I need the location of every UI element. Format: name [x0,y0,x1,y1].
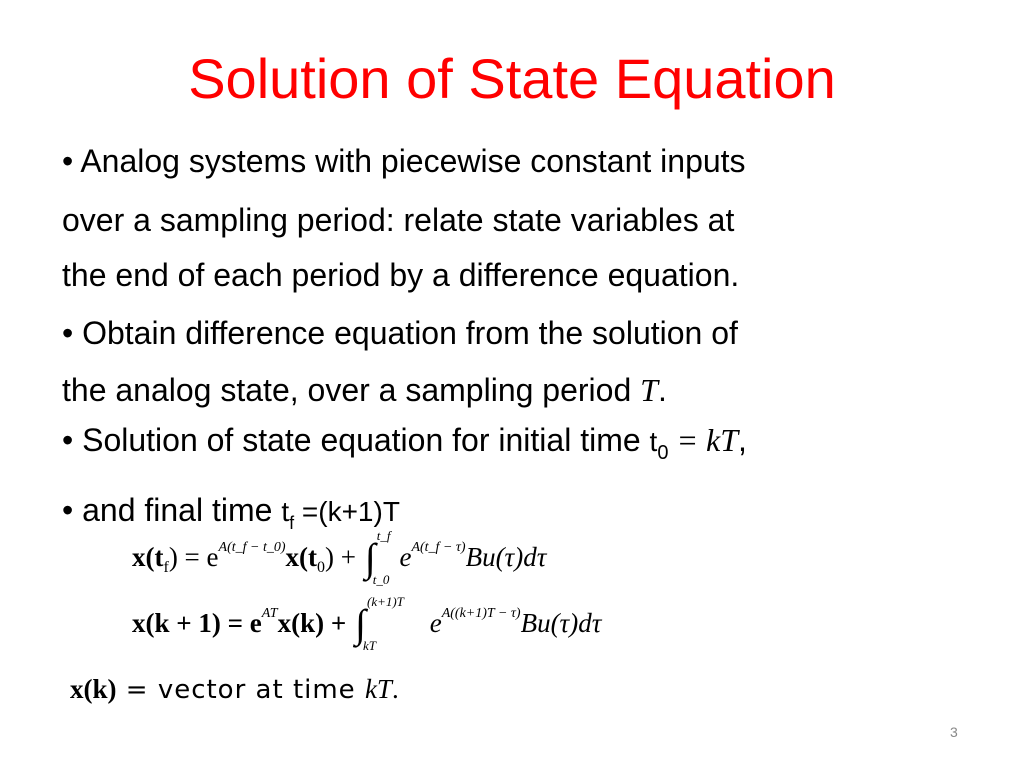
eq2-exponent-2: A((k+1)T − τ) [441,606,521,622]
bullet-2-end: . [657,372,667,408]
eq1-middle: x(t [285,542,317,573]
page-number: 3 [950,724,958,740]
bullet-2-text: the analog state, over a sampling period [62,372,641,408]
bullet-2-line-1: • Obtain difference equation from the solution of [62,315,738,351]
final-time-subscript: f [289,513,295,533]
eq2-exponent-1: AT [261,606,278,622]
bullet-2-line-2 [62,370,667,410]
eq1-middle-end: ) + [325,542,356,573]
vector-text: = vector at time [116,675,365,705]
slide-title: Solution of State Equation [188,47,836,110]
eq2-integral-upper: (k+1)T [366,594,404,609]
initial-time-symbol: t [649,426,658,457]
vector-end: . [391,674,399,704]
eq1-e: e [399,542,412,573]
eq1-exponent-2: A(t_f − τ) [411,540,466,556]
integral-sign-icon: ∫ [364,535,376,580]
eq1-integral-lower: t_0 [372,572,390,587]
integral-sign-icon: ∫ [354,601,366,646]
eq2-e: e [429,608,442,639]
bullet-1-line-3: the end of each period by a difference equation. [62,257,740,293]
vector-definition [70,674,399,705]
eq1-integral-upper: t_f [376,528,391,543]
eq1-integral [363,528,393,587]
equation-2 [132,594,602,653]
eq1-exponent-1: A(t_f − t_0) [218,540,286,556]
eq2-integral-lower: kT [362,638,376,653]
vector-time: kT [364,674,392,704]
eq1-tail: Bu(τ)dτ [465,542,547,573]
eq1-lhs-end: ) = e [168,542,219,573]
equation-1 [132,528,547,587]
vector-lhs: x(k) [70,674,117,704]
initial-time-subscript: 0 [657,442,669,464]
sampling-period-symbol: T [640,372,658,408]
eq1-middle-subscript: 0 [317,559,325,577]
eq2-lhs: x(k + 1) = e [132,608,262,639]
bullet-4 [62,490,400,535]
bullet-1-line-2: over a sampling period: relate state variables at [62,202,735,238]
bullet-1-line-1: • Analog systems with piecewise constant inputs [62,143,746,179]
bullet-4-text: • and final time [62,492,282,528]
eq2-tail: Bu(τ)dτ [520,608,602,639]
bullet-3 [62,420,747,465]
eq2-middle: x(k) + [277,608,347,639]
final-time-expression: =(k+1)T [294,496,400,527]
initial-time-expression: = kT [668,422,739,458]
final-time-symbol: t [281,496,290,527]
bullet-3-end: , [738,422,747,458]
eq1-lhs-subscript: f [163,559,169,577]
bullet-3-text: • Solution of state equation for initial time [62,422,650,458]
eq2-integral [353,594,404,653]
eq1-lhs: x(t [132,542,164,573]
